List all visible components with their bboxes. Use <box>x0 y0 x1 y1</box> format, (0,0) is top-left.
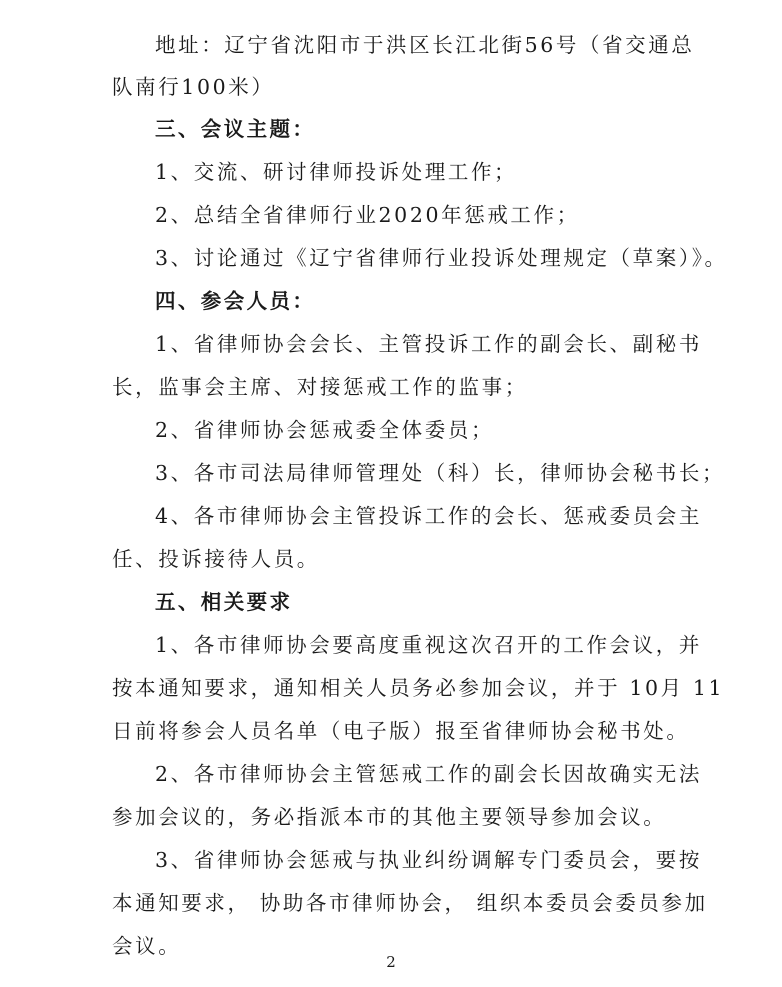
address-line-1: 地址：辽宁省沈阳市于洪区长江北街56号（省交通总 <box>155 33 695 57</box>
topic-item-2: 2、总结全省律师行业2020年惩戒工作； <box>155 203 580 227</box>
topic-item-1: 1、交流、研讨律师投诉处理工作； <box>155 160 518 184</box>
topic-item-3: 3、讨论通过《辽宁省律师行业投诉处理规定（草案）》。 <box>155 246 728 270</box>
section-heading-4: 四、参会人员： <box>155 289 316 313</box>
requirement-item-1-line-1: 1、各市律师协会要高度重视这次召开的工作会议，并 <box>155 633 702 657</box>
attendee-item-4-line-2: 任、投诉接待人员。 <box>112 547 320 571</box>
section-heading-5: 五、相关要求 <box>155 590 293 614</box>
attendee-item-2: 2、省律师协会惩戒委全体委员； <box>155 418 495 442</box>
requirement-item-1-line-3: 日前将参会人员名单（电子版）报至省律师协会秘书处。 <box>112 719 690 743</box>
page-number: 2 <box>386 953 396 971</box>
attendee-item-4-line-1: 4、各市律师协会主管投诉工作的会长、惩戒委员会主 <box>155 504 702 528</box>
requirement-item-3-line-1: 3、省律师协会惩戒与执业纠纷调解专门委员会，要按 <box>155 848 702 872</box>
requirement-item-2-line-2: 参加会议的，务必指派本市的其他主要领导参加会议。 <box>112 805 667 829</box>
attendee-item-1-line-2: 长，监事会主席、对接惩戒工作的监事； <box>112 375 528 399</box>
address-line-2: 队南行100米） <box>112 75 275 99</box>
requirement-item-3-line-2: 本通知要求， 协助各市律师协会， 组织本委员会委员参加 <box>112 891 708 915</box>
requirement-item-3-line-3: 会议。 <box>112 934 182 958</box>
requirement-item-1-line-2: 按本通知要求，通知相关人员务必参加会议，并于 10月 11 <box>112 676 725 700</box>
attendee-item-3: 3、各市司法局律师管理处（科）长，律师协会秘书长； <box>155 461 726 485</box>
section-heading-3: 三、会议主题： <box>155 117 316 141</box>
requirement-item-2-line-1: 2、各市律师协会主管惩戒工作的副会长因故确实无法 <box>155 762 702 786</box>
attendee-item-1-line-1: 1、省律师协会会长、主管投诉工作的副会长、副秘书 <box>155 332 702 356</box>
